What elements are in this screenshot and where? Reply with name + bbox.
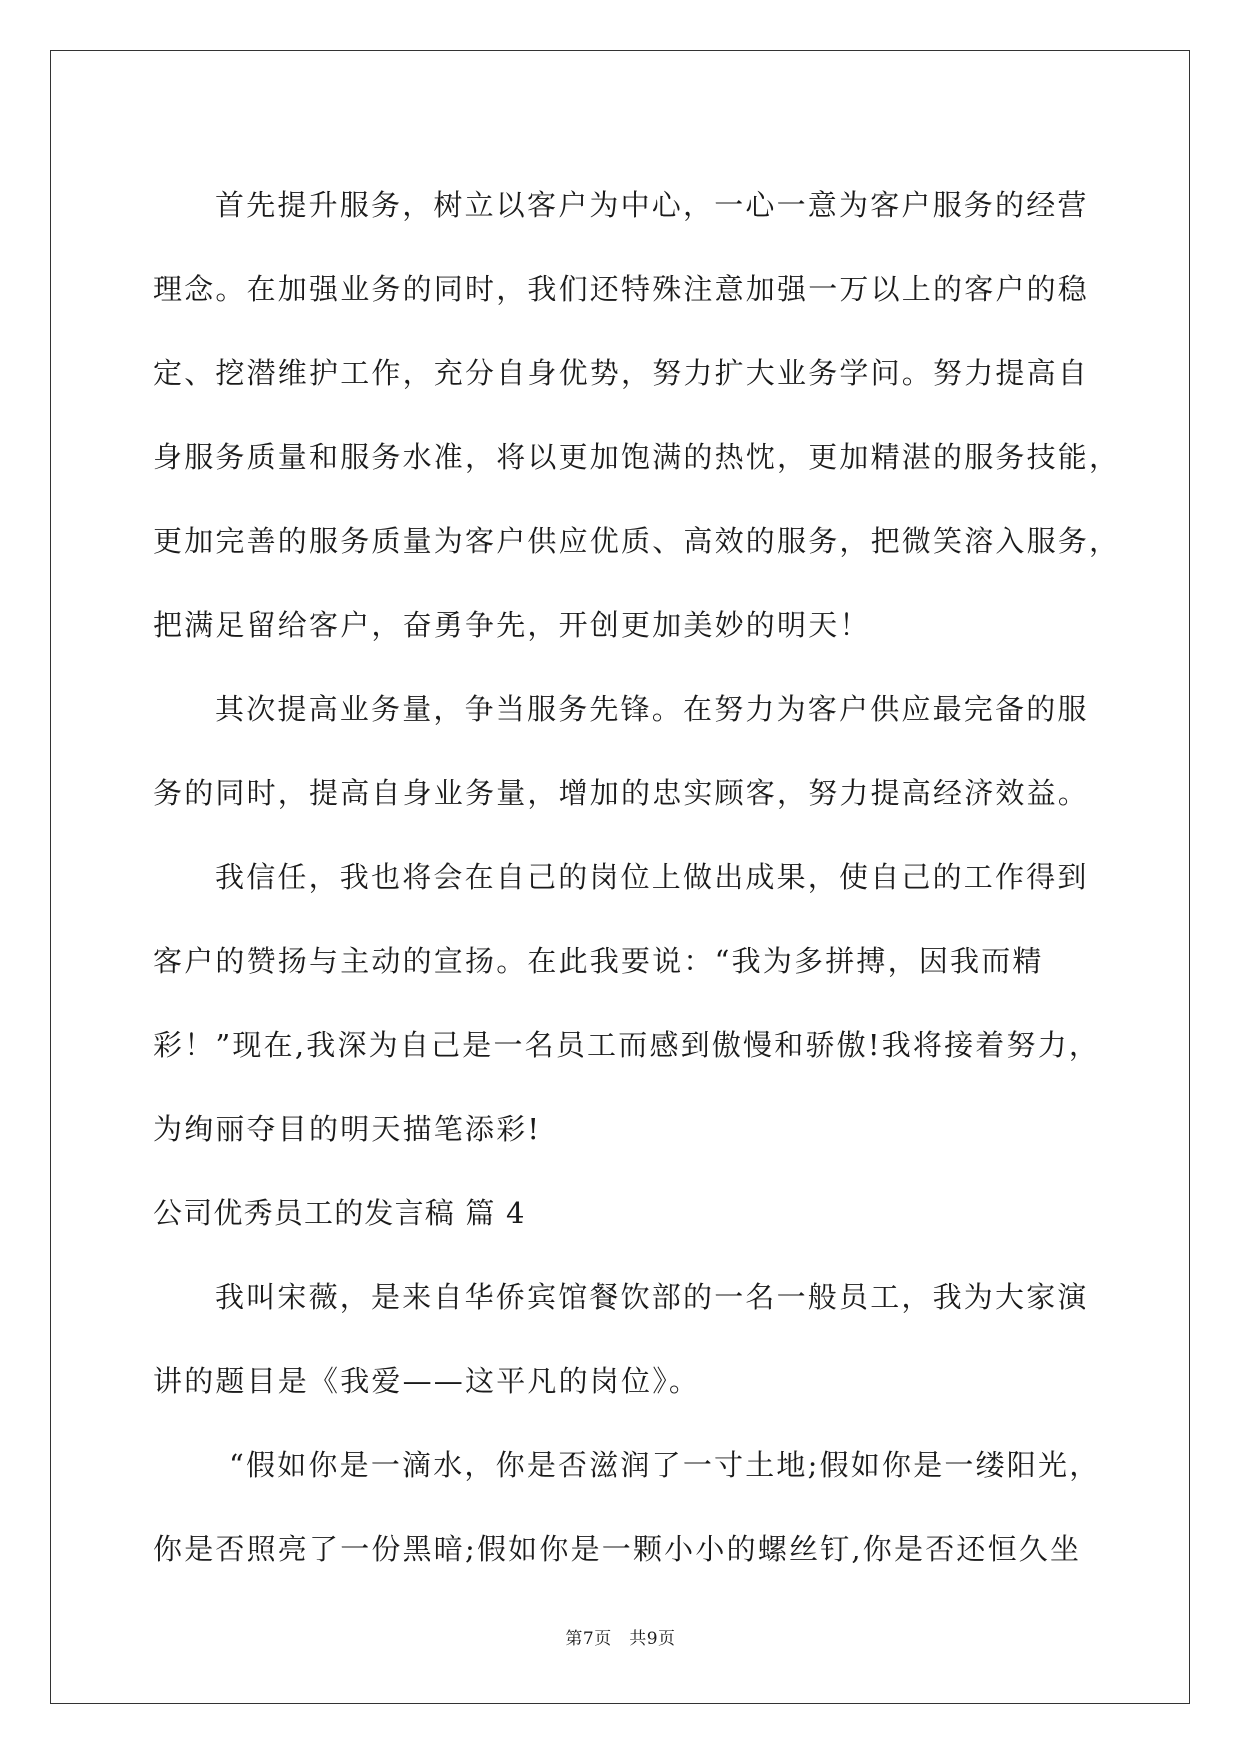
- paragraph-line: 定、挖潜维护工作，充分自身优势，努力扩大业务学问。努力提高自: [153, 356, 1090, 390]
- paragraph-line: 把满足留给客户，奋勇争先，开创更加美妙的明天！: [153, 608, 871, 642]
- paragraph-line: 身服务质量和服务水准，将以更加饱满的热忱，更加精湛的服务技能，: [153, 440, 1121, 474]
- paragraph-line: 务的同时，提高自身业务量，增加的忠实顾客，努力提高经济效益。: [153, 776, 1090, 810]
- paragraph-line: 其次提高业务量，争当服务先锋。在努力为客户供应最完备的服: [215, 692, 1089, 726]
- paragraph-line: “假如你是一滴水，你是否滋润了一寸土地;假如你是一缕阳光，: [229, 1448, 1101, 1482]
- document-body: [153, 163, 1121, 1591]
- paragraph-line: 更加完善的服务质量为客户供应优质、高效的服务，把微笑溶入服务，: [153, 524, 1121, 558]
- paragraph-line: 客户的赞扬与主动的宣扬。在此我要说：“我为多拼搏，因我而精: [153, 944, 1044, 978]
- page-number-footer: 第7页 共9页: [565, 1629, 676, 1649]
- paragraph-line: 理念。在加强业务的同时，我们还特殊注意加强一万以上的客户的稳: [153, 272, 1090, 306]
- section-heading: 公司优秀员工的发言稿 篇 4: [153, 1196, 526, 1230]
- paragraph-line: 为绚丽夺目的明天描笔添彩!: [153, 1112, 542, 1146]
- paragraph-line: 讲的题目是《我爱——这平凡的岗位》。: [153, 1364, 701, 1398]
- paragraph-line: 彩！”现在,我深为自己是一名员工而感到傲慢和骄傲!我将接着努力，: [153, 1028, 1101, 1062]
- paragraph-line: 我信任，我也将会在自己的岗位上做出成果，使自己的工作得到: [215, 860, 1089, 894]
- paragraph-line: 你是否照亮了一份黑暗;假如你是一颗小小的螺丝钉,你是否还恒久坐: [153, 1532, 1082, 1566]
- paragraph-line: 首先提升服务，树立以客户为中心，一心一意为客户服务的经营: [215, 188, 1089, 222]
- paragraph-line: 我叫宋薇，是来自华侨宾馆餐饮部的一名一般员工，我为大家演: [215, 1280, 1089, 1314]
